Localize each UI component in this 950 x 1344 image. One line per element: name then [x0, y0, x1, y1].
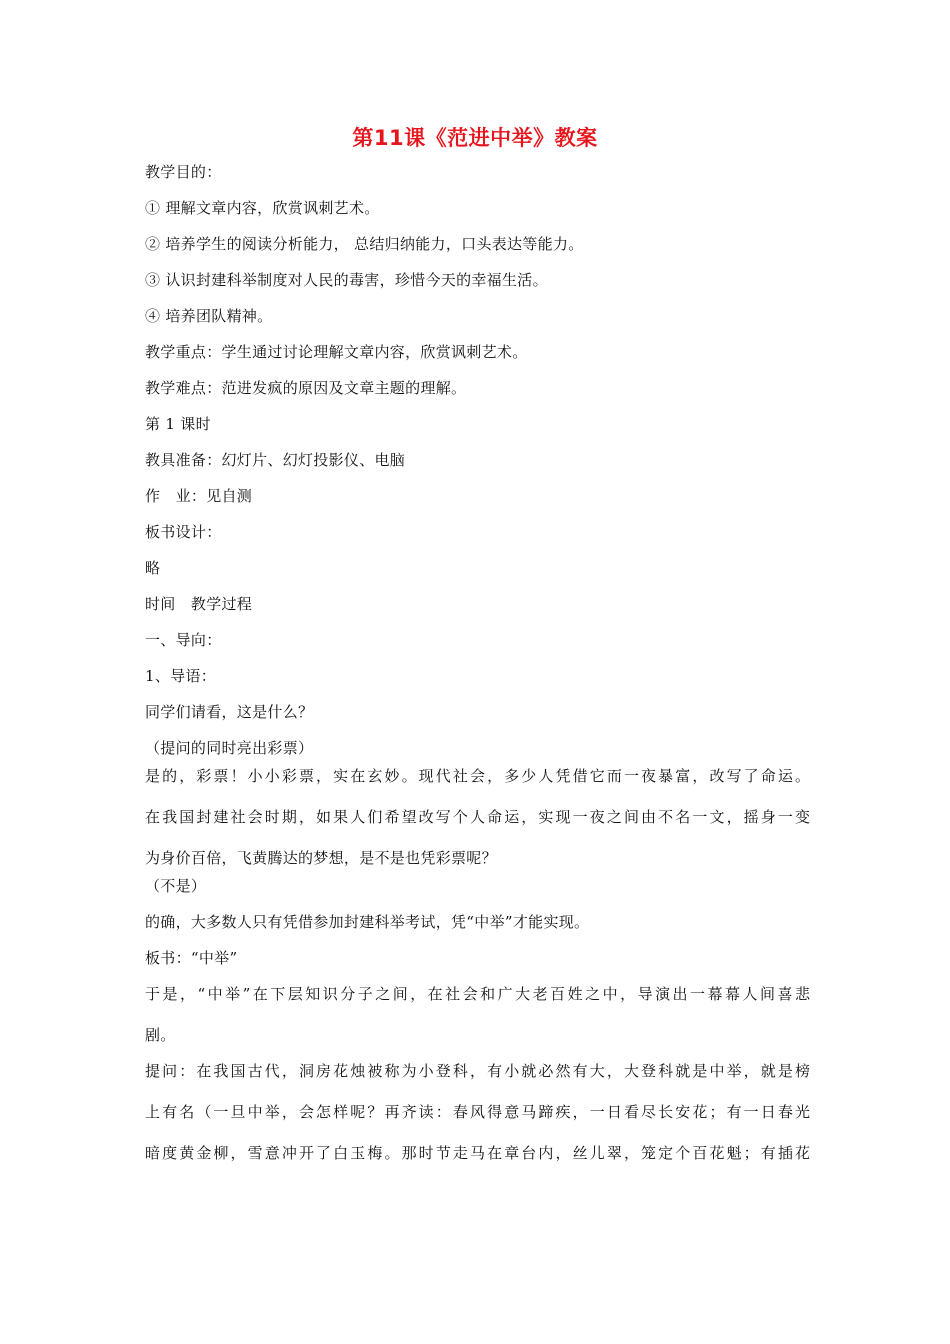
objective-item: ④ 培养团队精神。 [145, 307, 273, 325]
paragraph-line: 上有名（一旦中举，会怎样呢？再齐读：春风得意马蹄疾，一日看尽长安花；有一日春光 [145, 1103, 810, 1121]
document-title: 第11课《范进中举》教案 [352, 126, 598, 150]
objective-item: ③ 认识封建科举制度对人民的毒害，珍惜今天的幸福生活。 [145, 271, 548, 289]
paragraph-line: 是的，彩票！小小彩票，实在玄妙。现代社会，多少人凭借它而一夜暴富，改写了命运。 [145, 767, 810, 785]
paragraph-line: 的确，大多数人只有凭借参加封建科举考试，凭“中举”才能实现。 [145, 913, 590, 931]
difficult-point-line: 教学难点：范进发疯的原因及文章主题的理解。 [145, 379, 467, 397]
section-heading-guide: 一、导向： [145, 631, 222, 649]
board-design-content: 略 [145, 559, 161, 577]
paragraph-line: 剧。 [145, 1026, 176, 1044]
lesson-period-line: 第 1 课时 [145, 415, 211, 433]
section-heading-objectives: 教学目的： [145, 163, 222, 181]
board-note-line: 板书：“中举” [145, 949, 238, 967]
paragraph-line: （不是） [145, 877, 207, 895]
teaching-aids-line: 教具准备：幻灯片、幻灯投影仪、电脑 [145, 451, 406, 469]
objective-item: ② 培养学生的阅读分析能力， 总结归纳能力，口头表达等能力。 [145, 235, 584, 253]
paragraph-line: 同学们请看，这是什么？ [145, 703, 314, 721]
process-heading: 时间 教学过程 [145, 595, 253, 613]
objective-item: ① 理解文章内容，欣赏讽刺艺术。 [145, 199, 380, 217]
paragraph-line: 暗度黄金柳，雪意冲开了白玉梅。那时节走马在章台内，丝儿翠，笼定个百花魁；有插花 [145, 1144, 810, 1162]
key-point-line: 教学重点：学生通过讨论理解文章内容，欣赏讽刺艺术。 [145, 343, 528, 361]
paragraph-line: 为身价百倍，飞黄腾达的梦想，是不是也凭彩票呢？ [145, 849, 497, 867]
paragraph-line: （提问的同时亮出彩票） [145, 739, 314, 757]
paragraph-line: 于是，“中举”在下层知识分子之间，在社会和广大老百姓之中，导演出一幕幕人间喜悲 [145, 985, 810, 1003]
homework-line: 作 业：见自测 [145, 487, 253, 505]
paragraph-line: 在我国封建社会时期，如果人们希望改写个人命运，实现一夜之间由不名一文，摇身一变 [145, 808, 810, 826]
subheading-intro: 1、导语： [145, 667, 217, 685]
board-design-heading: 板书设计： [145, 523, 222, 541]
document-body [145, 160, 810, 1182]
paragraph-line: 提问：在我国古代，洞房花烛被称为小登科，有小就必然有大，大登科就是中举，就是榜 [145, 1062, 810, 1080]
